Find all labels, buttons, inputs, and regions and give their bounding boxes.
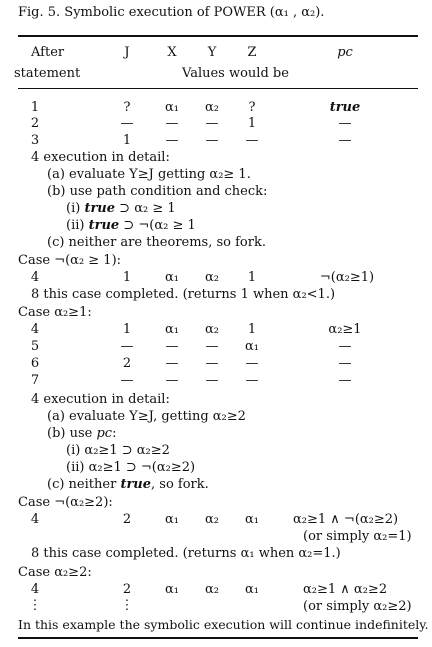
- case-label: Case ¬(α₂≥2):: [18, 495, 113, 510]
- header-pc: pc: [337, 45, 353, 60]
- x-cell: —: [165, 356, 179, 371]
- x-cell: α₁: [165, 582, 179, 597]
- pc-cell: α₂≥1 ∧ α₂≥2: [303, 582, 388, 597]
- header-values: Values would be: [182, 66, 289, 81]
- z-cell: —: [245, 133, 259, 148]
- stmt-cell: 5: [30, 339, 40, 354]
- z-cell: 1: [247, 116, 257, 131]
- z-cell: 1: [247, 322, 257, 337]
- x-cell: —: [165, 116, 179, 131]
- vdots-stmt: ⋮: [28, 598, 42, 613]
- y-cell: α₂: [205, 582, 219, 597]
- j-cell: 2: [122, 356, 132, 371]
- formula: ⊃ α₂ ≥ 1: [119, 201, 176, 216]
- z-cell: α₁: [245, 582, 259, 597]
- x-cell: —: [165, 373, 179, 388]
- header-after: After: [31, 45, 65, 60]
- stmt-cell: 4: [30, 512, 40, 527]
- y-cell: α₂: [205, 270, 219, 285]
- header-y: Y: [207, 45, 217, 60]
- step-text: (b) use: [47, 426, 93, 441]
- stmt-cell: 1: [30, 100, 40, 115]
- y-cell: α₂: [205, 512, 219, 527]
- pc-cell: α₂≥1: [328, 322, 362, 337]
- j-cell: —: [120, 116, 134, 131]
- pc-cell: —: [338, 356, 352, 371]
- pc-cell: —: [338, 133, 352, 148]
- bottom-rule: [18, 637, 418, 639]
- detail-heading: 4 execution in detail:: [31, 150, 170, 165]
- stmt-cell: 7: [30, 373, 40, 388]
- j-cell: —: [120, 339, 134, 354]
- detail-step-bi: [66, 201, 176, 217]
- pc-cell: —: [338, 116, 352, 131]
- step-text: (c) neither: [47, 477, 117, 492]
- y-cell: —: [205, 116, 219, 131]
- detail-step-b: (b) use path condition and check:: [47, 184, 268, 199]
- j-cell: 2: [122, 582, 132, 597]
- item-number: (ii): [66, 218, 85, 233]
- y-cell: α₂: [205, 322, 219, 337]
- z-cell: —: [245, 356, 259, 371]
- y-cell: α₂: [205, 100, 219, 115]
- case-completion-note: 8 this case completed. (returns α₁ when α₂=1.): [31, 546, 341, 561]
- true-keyword: true: [84, 201, 116, 216]
- detail-step-bi: (i) α₂≥1 ⊃ α₂≥2: [66, 443, 170, 458]
- x-cell: —: [165, 133, 179, 148]
- top-rule: [18, 35, 418, 37]
- figure-caption: Fig. 5. Symbolic execution of POWER (α₁ , α₂).: [18, 5, 325, 20]
- x-cell: α₁: [165, 270, 179, 285]
- case-label: Case α₂≥1:: [18, 305, 92, 320]
- j-cell: 1: [122, 322, 132, 337]
- y-cell: —: [205, 356, 219, 371]
- formula: ⊃ ¬(α₂ ≥ 1: [123, 218, 196, 233]
- pc-cell: —: [338, 373, 352, 388]
- true-keyword: true: [88, 218, 120, 233]
- case-completion-note: 8 this case completed. (returns 1 when α₂<1.): [31, 287, 336, 302]
- stmt-cell: 2: [30, 116, 40, 131]
- y-cell: —: [205, 133, 219, 148]
- item-number: (i): [66, 201, 81, 216]
- j-cell: ?: [123, 100, 131, 115]
- detail-heading: 4 execution in detail:: [31, 392, 170, 407]
- header-z: Z: [247, 45, 257, 60]
- header-rule: [18, 88, 418, 89]
- header-x: X: [167, 45, 177, 60]
- detail-step-a: (a) evaluate Y≥J getting α₂≥ 1.: [47, 167, 251, 182]
- detail-step-bii: (ii) α₂≥1 ⊃ ¬(α₂≥2): [66, 460, 196, 475]
- x-cell: α₁: [165, 100, 179, 115]
- j-cell: 2: [122, 512, 132, 527]
- true-keyword: true: [120, 477, 152, 492]
- j-cell: 1: [122, 133, 132, 148]
- x-cell: α₁: [165, 512, 179, 527]
- z-cell: ?: [248, 100, 256, 115]
- detail-step-a: (a) evaluate Y≥J, getting α₂≥2: [47, 409, 246, 424]
- pc-keyword: pc: [96, 426, 113, 441]
- j-cell: 1: [122, 270, 132, 285]
- z-cell: 1: [247, 270, 257, 285]
- case-label: Case α₂≥2:: [18, 565, 92, 580]
- stmt-cell: 3: [30, 133, 40, 148]
- detail-step-c: (c) neither are theorems, so fork.: [47, 235, 266, 250]
- stmt-cell: 4: [30, 322, 40, 337]
- pc-cell: true: [329, 100, 361, 115]
- z-cell: —: [245, 373, 259, 388]
- detail-step-b: [47, 426, 116, 442]
- case-label: Case ¬(α₂ ≥ 1):: [18, 253, 122, 268]
- pc-simplified: (or simply α₂=1): [303, 529, 412, 544]
- header-statement: statement: [14, 66, 81, 81]
- detail-step-bii: [66, 218, 196, 234]
- pc-simplified: (or simply α₂≥2): [303, 599, 412, 614]
- pc-cell: ¬(α₂≥1): [319, 270, 375, 285]
- vdots-j: ⋮: [120, 598, 134, 613]
- x-cell: —: [165, 339, 179, 354]
- detail-step-c: [47, 477, 209, 493]
- z-cell: α₁: [245, 339, 259, 354]
- step-text: :: [112, 426, 117, 441]
- stmt-cell: 4: [30, 270, 40, 285]
- stmt-cell: 4: [30, 582, 40, 597]
- footer-note: In this example the symbolic execution will continue indefinitely.: [18, 617, 429, 632]
- pc-cell: —: [338, 339, 352, 354]
- header-j: J: [124, 45, 130, 60]
- z-cell: α₁: [245, 512, 259, 527]
- stmt-cell: 6: [30, 356, 40, 371]
- j-cell: —: [120, 373, 134, 388]
- x-cell: α₁: [165, 322, 179, 337]
- y-cell: —: [205, 373, 219, 388]
- y-cell: —: [205, 339, 219, 354]
- pc-cell: α₂≥1 ∧ ¬(α₂≥2): [293, 512, 399, 527]
- step-text: , so fork.: [151, 477, 209, 492]
